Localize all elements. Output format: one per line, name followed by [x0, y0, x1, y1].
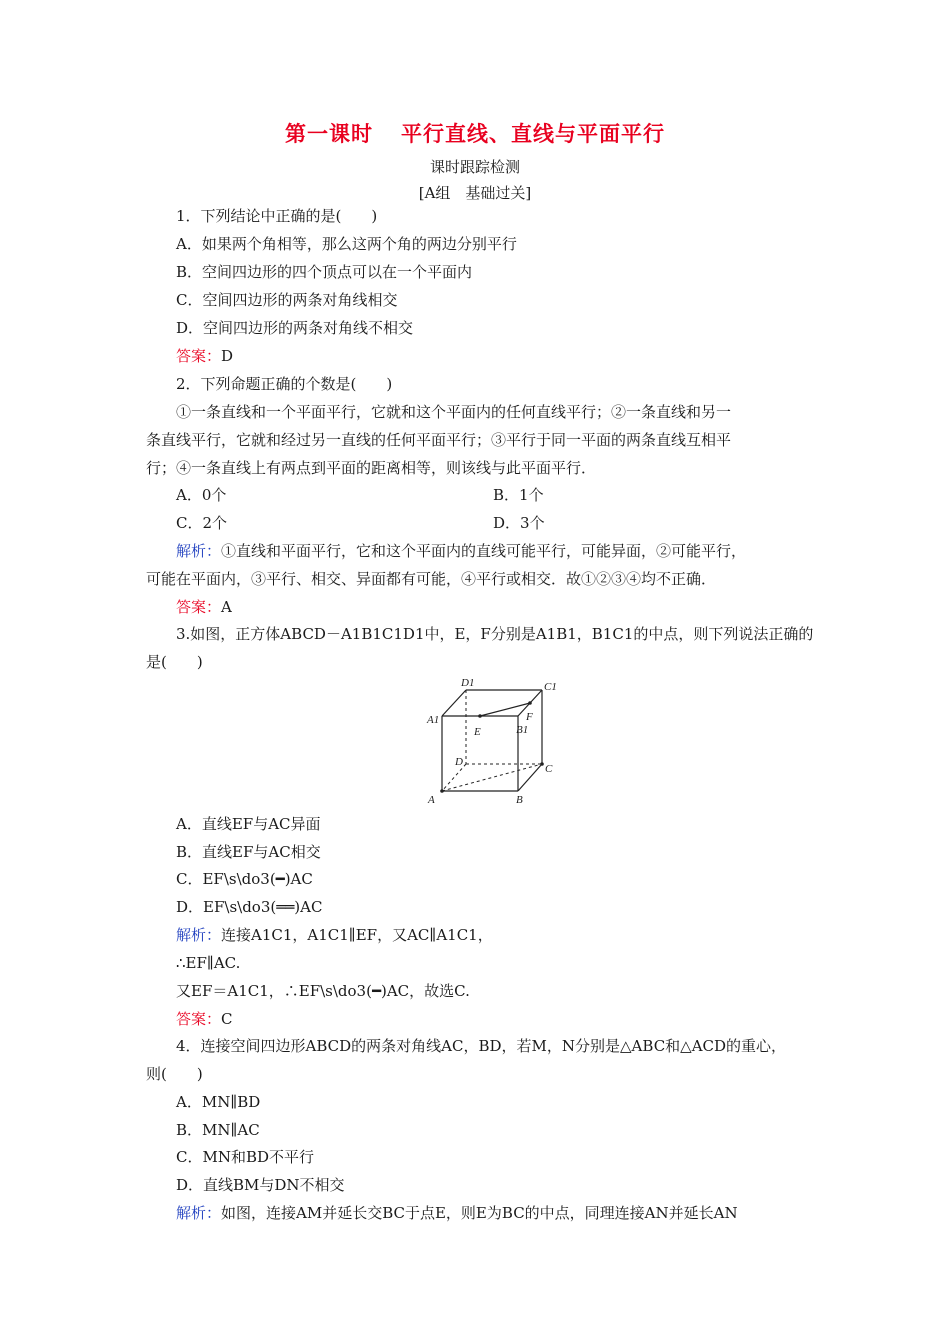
label-c1: C1 [544, 681, 557, 693]
q2-option-d: D．3个 [493, 514, 545, 532]
cube-figure [422, 676, 562, 808]
q1-option-a: A．如果两个角相等，那么这两个角的两边分别平行 [176, 235, 517, 253]
q1-option-c: C．空间四边形的两条对角线相交 [176, 291, 398, 309]
q2-answer: 答案：A [176, 598, 232, 616]
q3-stem-line1: 3.如图，正方体ABCD－A1B1C1D1中，E，F分别是A1B1，B1C1的中点，则下列说法正确的 [176, 625, 814, 643]
q1-answer: 答案：D [176, 347, 234, 365]
q4-option-b: B．MN∥AC [176, 1121, 260, 1139]
q2-body-line1: ①一条直线和一个平面平行，它就和这个平面内的任何直线平行；②一条直线和另一 [176, 403, 732, 421]
q4-stem-line1: 4．连接空间四边形ABCD的两条对角线AC，BD，若M，N分别是△ABC和△ACD的重心， [176, 1037, 787, 1055]
label-a1: A1 [427, 714, 440, 726]
q1-option-d: D．空间四边形的两条对角线不相交 [176, 319, 414, 337]
q2-body-line3: 行；④一条直线上有两点到平面的距离相等，则该线与此平面平行． [146, 459, 597, 477]
label-a: A [428, 794, 435, 806]
point-f [528, 701, 532, 705]
q4-stem-line2: 则( ) [146, 1065, 203, 1083]
point-e [478, 714, 482, 718]
q4-option-a: A．MN∥BD [176, 1093, 261, 1111]
label-e: E [474, 726, 481, 738]
q4-option-d: D．直线BM与DN不相交 [176, 1176, 345, 1194]
label-c: C [545, 763, 553, 775]
q1-option-b: B．空间四边形的四个顶点可以在一个平面内 [176, 263, 473, 281]
q2-body-line2: 条直线平行，它就和经过另一直线的任何平面平行；③平行于同一平面的两条直线互相平 [146, 431, 732, 449]
q1-stem: 1．下列结论中正确的是( ) [176, 207, 378, 225]
point-c [540, 762, 544, 766]
q3-option-c: C．EF\s\do3(━)AC [176, 870, 313, 888]
point-a [440, 789, 444, 793]
label-f: F [526, 711, 533, 723]
q2-stem: 2．下列命题正确的个数是( ) [176, 375, 393, 393]
q3-stem-line2: 是( ) [146, 653, 203, 671]
q4-analysis-line1: 解析：如图，连接AM并延长交BC于点E，则E为BC的中点，同理连接AN并延长AN [176, 1204, 738, 1222]
subtitle: 课时跟踪检测 [429, 158, 520, 176]
q3-answer: 答案：C [176, 1010, 233, 1028]
label-b: B [516, 794, 523, 806]
label-d: D [455, 756, 463, 768]
q3-option-b: B．直线EF与AC相交 [176, 843, 321, 861]
q3-option-d: D．EF\s\do3(══)AC [176, 898, 323, 916]
q3-analysis-line3: 又EF＝A1C1，∴EF\s\do3(━)AC，故选C. [176, 982, 470, 1000]
q3-option-a: A．直线EF与AC异面 [176, 815, 321, 833]
q2-option-a: A．0个 [176, 486, 227, 504]
label-b1: B1 [516, 724, 529, 736]
q3-analysis-line2: ∴EF∥AC. [176, 954, 241, 972]
q2-analysis-line2: 可能在平面内，③平行、相交、异面都有可能，④平行或相交．故①②③④均不正确． [146, 570, 717, 588]
q2-analysis-line1: 解析：①直线和平面平行，它和这个平面内的直线可能平行，可能异面，②可能平行， [176, 542, 747, 560]
label-d1: D1 [461, 677, 475, 689]
group-heading: [A组 基础过关] [418, 184, 532, 202]
q2-option-b: B．1个 [493, 486, 544, 504]
q2-option-c: C．2个 [176, 514, 228, 532]
q3-analysis-line1: 解析：连接A1C1，A1C1∥EF，又AC∥A1C1， [176, 926, 493, 944]
page-title: 第一课时 平行直线、直线与平面平行 [285, 122, 665, 146]
q4-option-c: C．MN和BD不平行 [176, 1148, 315, 1166]
